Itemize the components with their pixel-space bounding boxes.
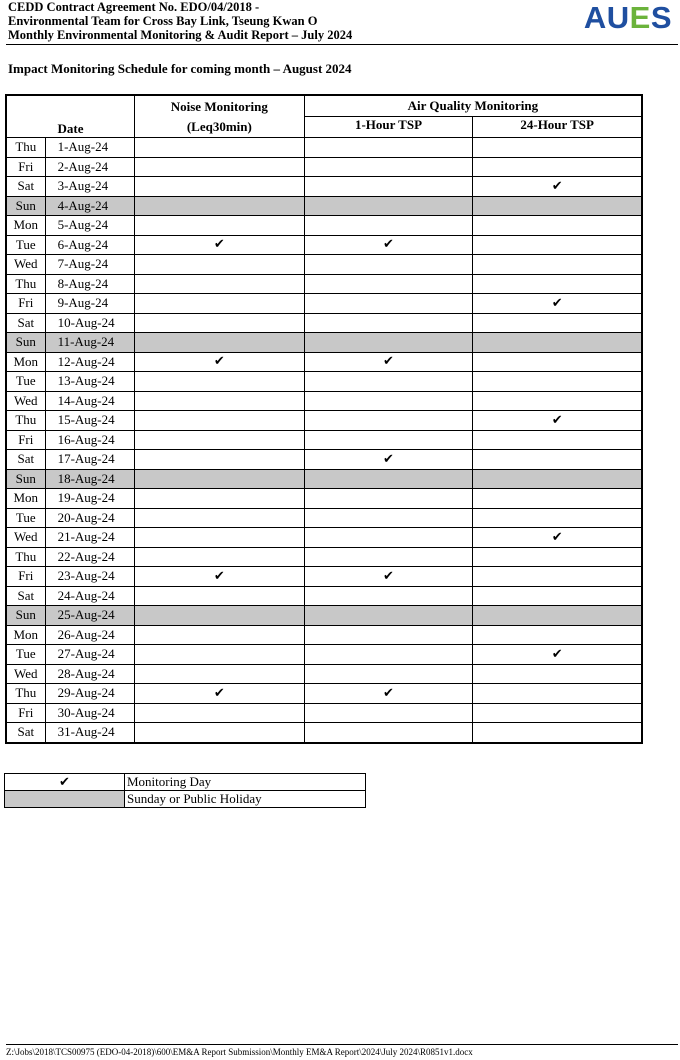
date-cell: 27-Aug-24 [45,645,134,665]
noise-cell [134,586,304,606]
tsp1-cell [304,625,473,645]
schedule-row [6,664,642,684]
schedule-row [6,430,642,450]
tsp24-cell [473,177,642,197]
noise-cell [134,645,304,665]
legend-table [4,773,366,808]
day-of-week: Tue [6,235,45,255]
noise-cell [134,567,304,587]
noise-cell [134,508,304,528]
schedule-row [6,567,642,587]
tsp1-cell [304,430,473,450]
tsp1-cell [304,196,473,216]
schedule-row [6,177,642,197]
schedule-row [6,333,642,353]
noise-cell [134,157,304,177]
date-cell: 3-Aug-24 [45,177,134,197]
tsp1-cell [304,177,473,197]
tsp24-cell [473,567,642,587]
check-icon: ✔ [551,646,563,662]
date-cell: 1-Aug-24 [45,138,134,158]
date-cell: 30-Aug-24 [45,703,134,723]
noise-header [134,95,304,138]
tsp1-cell [304,606,473,626]
file-path-footer: Z:\Jobs\2018\TCS00975 (EDO-04-2018)\600\EM&A Report Submission\Monthly EM&A Report\2024\July 2024\R0851v1.docx [6,1047,473,1057]
day-of-week: Fri [6,567,45,587]
day-of-week: Thu [6,547,45,567]
check-icon: ✔ [551,412,563,428]
check-icon: ✔ [551,529,563,545]
date-header-label: Date [57,121,84,136]
tsp24-cell [473,684,642,704]
check-icon: ✔ [383,237,394,253]
aues-logo [584,0,672,36]
tsp1-cell [304,216,473,236]
tsp1-cell [304,664,473,684]
day-of-week: Sun [6,469,45,489]
tsp1-cell [304,645,473,665]
schedule-row [6,157,642,177]
day-of-week: Mon [6,625,45,645]
date-cell: 12-Aug-24 [45,352,134,372]
date-header [6,95,134,138]
legend-label-holiday: Sunday or Public Holiday [125,791,366,808]
date-cell: 10-Aug-24 [45,313,134,333]
tsp24-cell [473,372,642,392]
tsp24-cell [473,489,642,509]
header-line-team: Environmental Team for Cross Bay Link, Tseung Kwan O [8,14,318,28]
day-of-week: Wed [6,255,45,275]
noise-cell [134,469,304,489]
noise-cell [134,684,304,704]
schedule-row [6,294,642,314]
day-of-week: Fri [6,430,45,450]
tsp1-cell [304,411,473,431]
date-cell: 20-Aug-24 [45,508,134,528]
schedule-row [6,235,642,255]
noise-cell [134,664,304,684]
check-icon: ✔ [213,354,225,370]
air-quality-header: Air Quality Monitoring [304,95,642,117]
date-cell: 19-Aug-24 [45,489,134,509]
tsp24-cell [473,606,642,626]
tsp1-cell [304,313,473,333]
tsp24-cell [473,703,642,723]
logo-letter: U [606,0,630,35]
header-line-report: Monthly Environmental Monitoring & Audit Report – July 2024 [8,28,353,42]
tsp1-cell [304,274,473,294]
schedule-row [6,391,642,411]
footer-divider [6,1044,678,1045]
check-icon: ✔ [5,774,125,791]
day-of-week: Sun [6,606,45,626]
day-of-week: Mon [6,352,45,372]
tsp24-cell [473,333,642,353]
tsp24-cell [473,255,642,275]
date-cell: 13-Aug-24 [45,372,134,392]
legend-label-monitoring: Monitoring Day [125,774,366,791]
tsp1-cell [304,450,473,470]
noise-cell [134,703,304,723]
date-cell: 29-Aug-24 [45,684,134,704]
schedule-row [6,450,642,470]
schedule-row [6,625,642,645]
noise-cell [134,352,304,372]
tsp1-cell [304,294,473,314]
tsp1-cell [304,528,473,548]
noise-header-line2: (Leq30min) [186,119,252,134]
day-of-week: Thu [6,274,45,294]
tsp24-cell [473,645,642,665]
noise-cell [134,255,304,275]
tsp1-cell [304,489,473,509]
schedule-row [6,411,642,431]
check-icon: ✔ [213,568,225,584]
tsp1-cell [304,567,473,587]
tsp1-cell [304,684,473,704]
tsp24-cell [473,138,642,158]
tsp1-cell [304,586,473,606]
tsp1-header: 1-Hour TSP [304,117,473,138]
noise-header-line1: Noise Monitoring [170,99,268,114]
tsp1-cell [304,235,473,255]
tsp1-cell [304,352,473,372]
noise-cell [134,489,304,509]
day-of-week: Sat [6,177,45,197]
noise-cell [134,177,304,197]
tsp1-cell [304,372,473,392]
schedule-body [6,138,642,743]
check-icon: ✔ [213,237,225,253]
noise-cell [134,294,304,314]
date-cell: 23-Aug-24 [45,567,134,587]
schedule-row [6,528,642,548]
schedule-row [6,255,642,275]
tsp24-cell [473,450,642,470]
day-of-week: Mon [6,489,45,509]
date-cell: 8-Aug-24 [45,274,134,294]
tsp1-cell [304,723,473,743]
legend-row-monitoring [5,774,366,791]
schedule-row [6,723,642,743]
noise-cell [134,372,304,392]
tsp1-cell [304,333,473,353]
tsp24-cell [473,352,642,372]
date-cell: 24-Aug-24 [45,586,134,606]
noise-cell [134,196,304,216]
day-of-week: Sat [6,586,45,606]
schedule-row [6,489,642,509]
schedule-row [6,469,642,489]
check-icon: ✔ [213,685,225,701]
report-header [8,0,672,42]
noise-cell [134,723,304,743]
noise-cell [134,391,304,411]
check-icon: ✔ [551,178,563,194]
schedule-row [6,684,642,704]
logo-letter: S [650,0,672,35]
tsp24-cell [473,528,642,548]
date-cell: 6-Aug-24 [45,235,134,255]
tsp24-cell [473,723,642,743]
schedule-row [6,372,642,392]
day-of-week: Tue [6,645,45,665]
noise-cell [134,138,304,158]
date-cell: 21-Aug-24 [45,528,134,548]
tsp24-cell [473,274,642,294]
tsp24-cell [473,235,642,255]
noise-cell [134,547,304,567]
day-of-week: Fri [6,157,45,177]
monitoring-schedule-table [5,94,643,744]
schedule-row [6,508,642,528]
tsp24-cell [473,196,642,216]
date-cell: 26-Aug-24 [45,625,134,645]
noise-cell [134,216,304,236]
tsp24-cell [473,294,642,314]
section-title: Impact Monitoring Schedule for coming month – August 2024 [8,61,352,76]
schedule-row [6,645,642,665]
tsp24-cell [473,411,642,431]
date-cell: 25-Aug-24 [45,606,134,626]
noise-cell [134,606,304,626]
noise-cell [134,450,304,470]
tsp24-cell [473,547,642,567]
noise-cell [134,528,304,548]
tsp1-cell [304,391,473,411]
header-line-contract: CEDD Contract Agreement No. EDO/04/2018 - [8,0,260,14]
day-of-week: Thu [6,411,45,431]
tsp24-cell [473,391,642,411]
tsp1-cell [304,508,473,528]
check-icon: ✔ [383,568,394,584]
date-cell: 7-Aug-24 [45,255,134,275]
date-cell: 14-Aug-24 [45,391,134,411]
tsp1-cell [304,138,473,158]
day-of-week: Thu [6,138,45,158]
schedule-row [6,313,642,333]
noise-cell [134,430,304,450]
date-cell: 22-Aug-24 [45,547,134,567]
day-of-week: Wed [6,664,45,684]
schedule-row [6,216,642,236]
date-cell: 11-Aug-24 [45,333,134,353]
tsp1-cell [304,547,473,567]
date-cell: 9-Aug-24 [45,294,134,314]
schedule-row [6,138,642,158]
day-of-week: Sun [6,333,45,353]
day-of-week: Wed [6,528,45,548]
tsp24-cell [473,586,642,606]
date-cell: 17-Aug-24 [45,450,134,470]
noise-cell [134,333,304,353]
noise-cell [134,625,304,645]
day-of-week: Fri [6,703,45,723]
day-of-week: Thu [6,684,45,704]
day-of-week: Wed [6,391,45,411]
check-icon: ✔ [551,295,563,311]
date-cell: 5-Aug-24 [45,216,134,236]
date-cell: 2-Aug-24 [45,157,134,177]
tsp24-cell [473,216,642,236]
schedule-row [6,352,642,372]
schedule-row [6,586,642,606]
schedule-row [6,606,642,626]
day-of-week: Sat [6,450,45,470]
noise-cell [134,313,304,333]
schedule-row [6,547,642,567]
day-of-week: Sun [6,196,45,216]
date-cell: 4-Aug-24 [45,196,134,216]
noise-cell [134,411,304,431]
day-of-week: Tue [6,372,45,392]
logo-letter: A [583,0,607,35]
day-of-week: Sat [6,313,45,333]
noise-cell [134,274,304,294]
check-icon: ✔ [383,354,394,370]
tsp24-header: 24-Hour TSP [473,117,642,138]
tsp24-cell [473,508,642,528]
day-of-week: Tue [6,508,45,528]
day-of-week: Sat [6,723,45,743]
holiday-swatch [5,791,125,808]
check-icon: ✔ [383,451,394,467]
noise-cell [134,235,304,255]
tsp1-cell [304,255,473,275]
day-of-week: Mon [6,216,45,236]
day-of-week: Fri [6,294,45,314]
date-cell: 31-Aug-24 [45,723,134,743]
date-cell: 16-Aug-24 [45,430,134,450]
header-text [8,0,672,42]
tsp24-cell [473,664,642,684]
date-cell: 28-Aug-24 [45,664,134,684]
logo-letter: E [629,0,651,35]
tsp24-cell [473,430,642,450]
header-divider [6,44,678,45]
schedule-row [6,196,642,216]
tsp24-cell [473,313,642,333]
legend-row-holiday [5,791,366,808]
tsp24-cell [473,157,642,177]
check-icon: ✔ [383,685,394,701]
schedule-row [6,703,642,723]
date-cell: 15-Aug-24 [45,411,134,431]
tsp1-cell [304,703,473,723]
tsp24-cell [473,625,642,645]
date-cell: 18-Aug-24 [45,469,134,489]
schedule-row [6,274,642,294]
tsp1-cell [304,157,473,177]
tsp1-cell [304,469,473,489]
tsp24-cell [473,469,642,489]
